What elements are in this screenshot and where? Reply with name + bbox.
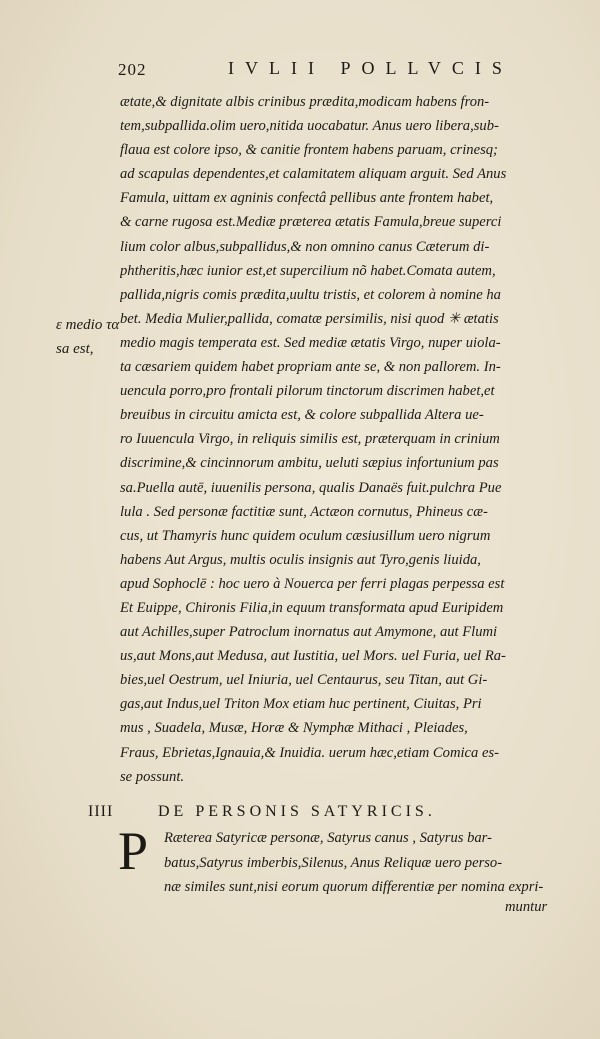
section-text-line: Ræterea Satyricæ personæ, Satyrus canus , Satyrus bar- [164,830,492,846]
text-line: se possunt. [120,768,185,785]
section-text-line: næ similes sunt,nisi eorum quorum differentiæ per nomina expri- [164,879,544,895]
text-line: sa.Puella autē, iuuenilis persona, qualis Danaës fuit.pulchra Pue [120,479,502,496]
section-number: IIII [88,803,114,820]
text-line: aut Achilles,super Patroclum inornatus aut Amymone, aut Flumi [120,624,498,641]
text-line: ætate,& dignitate albis crinibus prædita,modicam habens fron- [120,94,490,110]
text-line: uencula porro,pro frontali pilorum tinctorum discrimen habet,et [120,383,495,400]
marginal-note [56,313,124,361]
text-line: bet. Media Mulier,pallida, comatæ persimilis, nisi quod ✳ ætatis [120,310,499,327]
text-line: tem,subpallida.olim uero,nitida uocabatur. Anus uero libera,sub- [120,118,499,135]
text-line: flaua est colore ipso, & canitie frontem habens paruam, crinesq; [120,142,498,159]
text-line: cus, ut Thamyris hunc quidem oculum cæsiusillum uero nigrum [120,527,491,544]
page-number: 202 [118,60,147,79]
text-line: phtheritis,hæc iunior est,et supercilium nõ habet.Comata autem, [120,262,496,279]
text-line: bies,uel Oestrum, uel Iniuria, uel Centaurus, seu Titan, aut Gi- [120,672,488,689]
marginal-note-line: sa est, [56,341,94,357]
text-line: Et Euippe, Chironis Filia,in equum transformata apud Euripidem [120,599,504,616]
text-line: gas,aut Indus,uel Triton Mox etiam huc pertinent, Ciuitas, Pri [120,696,482,713]
text-line: lium color albus,subpallidus,& non omnino canus Cæterum di- [120,238,490,255]
marginal-note-line: ε medio τα [56,317,120,333]
text-line: pallida,nigris comis prædita,uultu tristis, et colorem à nomine ha [120,286,501,303]
text-line: habens Aut Argus, multis oculis insignis aut Tyro,genis liuida, [120,551,481,568]
text-line: ro Iuuencula Virgo, in reliquis similis est, præterquam in crinium [120,431,500,448]
drop-cap: P [118,821,149,881]
text-line: Famula, uittam ex agninis confectâ pellibus ante frontem habet, [120,190,494,207]
text-line: medio magis temperata est. Sed mediæ ætatis Virgo, nuper uiola- [120,334,501,351]
section-title: DE PERSONIS SATYRICIS. [158,803,436,820]
text-line: breuibus in circuitu amicta est, & colore subpallida Altera ue- [120,407,484,424]
text-line: & carne rugosa est.Mediæ præterea ætatis Famula,breue superci [120,214,502,231]
text-line: ad scapulas dependentes,et calamitatem aliquam arguit. Sed Anus [120,166,507,183]
running-head: IVLII POLLVCIS [228,58,513,78]
text-line: mus , Suadela, Musæ, Horæ & Nymphæ Mithaci , Pleiades, [120,720,468,737]
text-line: Fraus, Ebrietas,Ignauia,& Inuidia. uerum hæc,etiam Comica es- [120,744,499,761]
catchword: muntur [505,899,548,915]
page-header [118,58,518,82]
section-text [164,826,572,900]
main-text [120,90,572,789]
section-text-line: batus,Satyrus imberbis,Silenus, Anus Reliquæ uero perso- [164,854,503,871]
text-line: lula . Sed personæ factitiæ sunt, Actæon cornutus, Phineus cæ- [120,503,488,520]
text-line: discrimine,& cincinnorum ambitu, ueluti sæpius infortunium pas [120,455,499,472]
text-line: ta cæsariem quidem habet propriam ante se, & non pallorem. In- [120,359,501,376]
text-line: apud Sophoclē : hoc uero à Nouerca per ferri plagas perpessa est [120,575,505,592]
text-line: us,aut Mons,aut Medusa, aut Iustitia, uel Mors. uel Furia, uel Ra- [120,648,506,665]
